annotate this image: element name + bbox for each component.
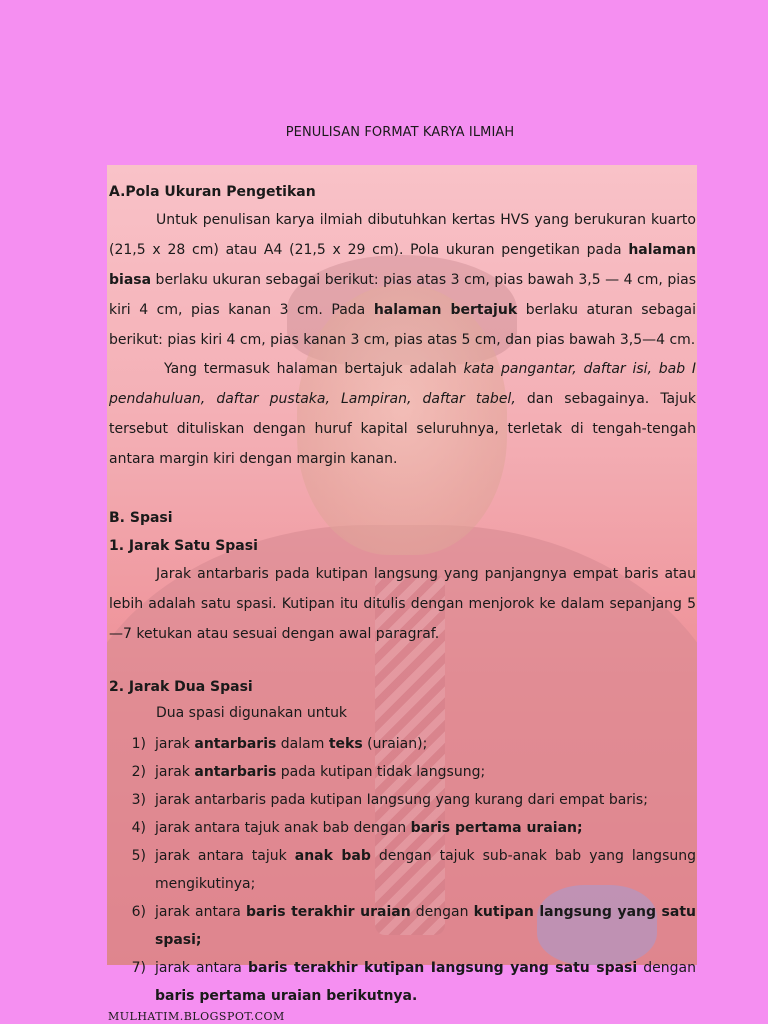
text-run: dengan tajuk sub-anak bab yang langsung mengikutinya; xyxy=(155,848,696,892)
subsection-2-heading: 2. Jarak Dua Spasi xyxy=(109,679,253,695)
bold-run: anak bab xyxy=(294,848,371,864)
list-number: 3) xyxy=(131,792,146,808)
section-a-paragraph-2 xyxy=(109,354,696,474)
list-item xyxy=(109,898,696,954)
text-run: jarak antara tajuk xyxy=(155,848,295,864)
list-number: 7) xyxy=(131,960,146,976)
bold-run: halaman biasa xyxy=(109,242,696,288)
text-run: pada kutipan tidak langsung; xyxy=(276,764,486,780)
bold-run: antarbaris xyxy=(194,736,277,752)
text-run: dan sebagainya. Tajuk tersebut dituliskan dengan huruf kapital seluruhnya, terletak di tengah-tengah antara margin kiri dengan margin kanan. xyxy=(109,391,696,467)
list-text xyxy=(155,758,696,786)
section-b-heading: B. Spasi xyxy=(109,510,173,526)
text-run: dengan xyxy=(410,904,474,920)
bold-run: baris pertama uraian berikutnya. xyxy=(155,988,418,1004)
text-run: berlaku ukuran sebagai berikut: pias atas 3 cm, pias bawah 3,5 — 4 cm, pias kiri 4 cm, pias kanan 3 cm. Pada xyxy=(109,272,696,318)
text-run: dalam xyxy=(276,736,329,752)
list-item xyxy=(109,954,696,1010)
text-run: jarak antara xyxy=(155,904,247,920)
text-run: jarak antara xyxy=(155,960,248,976)
bold-run: baris terakhir kutipan Iangsung yang satu spasi xyxy=(247,960,638,976)
text-run: berlaku aturan sebagai berikut: pias kiri 4 cm, pias kanan 3 cm, pias atas 5 cm, dan pias bawah 3,5—4 cm. xyxy=(109,302,696,348)
text-run: jarak antara tajuk anak bab dengan xyxy=(155,820,411,836)
section-a-heading: A.Pola Ukuran Pengetikan xyxy=(109,184,316,200)
text-run: dengan xyxy=(637,960,696,976)
bold-run: teks xyxy=(328,736,363,752)
list-item xyxy=(109,842,696,898)
text-run: Yang termasuk halaman bertajuk adalah xyxy=(164,361,464,377)
text-run: Untuk penulisan karya ilmiah dibutuhkan kertas HVS yang berukuran kuarto (21,5 x 28 cm) atau A4 (21,5 x 29 cm). Pola ukuran pengetikan pada xyxy=(109,212,696,258)
text-run: jarak xyxy=(155,736,195,752)
subsection-1-paragraph: Jarak antarbaris pada kutipan langsung yang panjangnya empat baris atau lebih adalah satu spasi. Kutipan itu ditulis dengan menjorok ke dalam sepanjang 5—7 ketukan atau sesuai dengan awal paragraf. xyxy=(109,566,696,642)
list-text xyxy=(155,842,696,898)
list-text: jarak antarbaris pada kutipan Iangsung yang kurang dari empat baris; xyxy=(155,792,648,808)
list-number: 6) xyxy=(131,904,146,920)
list-number: 5) xyxy=(131,848,146,864)
list-item xyxy=(109,730,696,758)
document-title: PENULISAN FORMAT KARYA ILMIAH xyxy=(285,125,515,140)
list-text xyxy=(155,814,696,842)
spacing-rules-list xyxy=(109,730,696,1010)
bold-run: baris pertama uraian; xyxy=(410,820,583,836)
list-text xyxy=(155,954,696,1010)
list-number: 4) xyxy=(131,820,146,836)
list-item xyxy=(109,786,696,814)
list-number: 1) xyxy=(131,736,146,752)
bold-run: kutipan langsung yang satu spasi; xyxy=(155,904,696,948)
list-number: 2) xyxy=(131,764,146,780)
text-run: jarak xyxy=(155,764,195,780)
blog-watermark: MULHATIM.BLOGSPOT.COM xyxy=(108,1010,285,1023)
section-a-paragraph-1 xyxy=(109,205,696,355)
text-run: (uraian); xyxy=(362,736,428,752)
subsection-1-heading: 1. Jarak Satu Spasi xyxy=(109,538,258,554)
bold-run: antarbaris xyxy=(194,764,277,780)
italic-run: kata pangantar, daftar isi, bab I pendahuluan, daftar pustaka, Lampiran, daftar tabel, xyxy=(109,361,696,407)
list-text xyxy=(155,898,696,954)
subsection-2-intro: Dua spasi digunakan untuk xyxy=(156,705,348,721)
bold-run: halaman bertajuk xyxy=(373,302,518,318)
list-item xyxy=(109,758,696,786)
list-text xyxy=(155,730,696,758)
list-item xyxy=(109,814,696,842)
bold-run: baris terakhir uraian xyxy=(246,904,411,920)
